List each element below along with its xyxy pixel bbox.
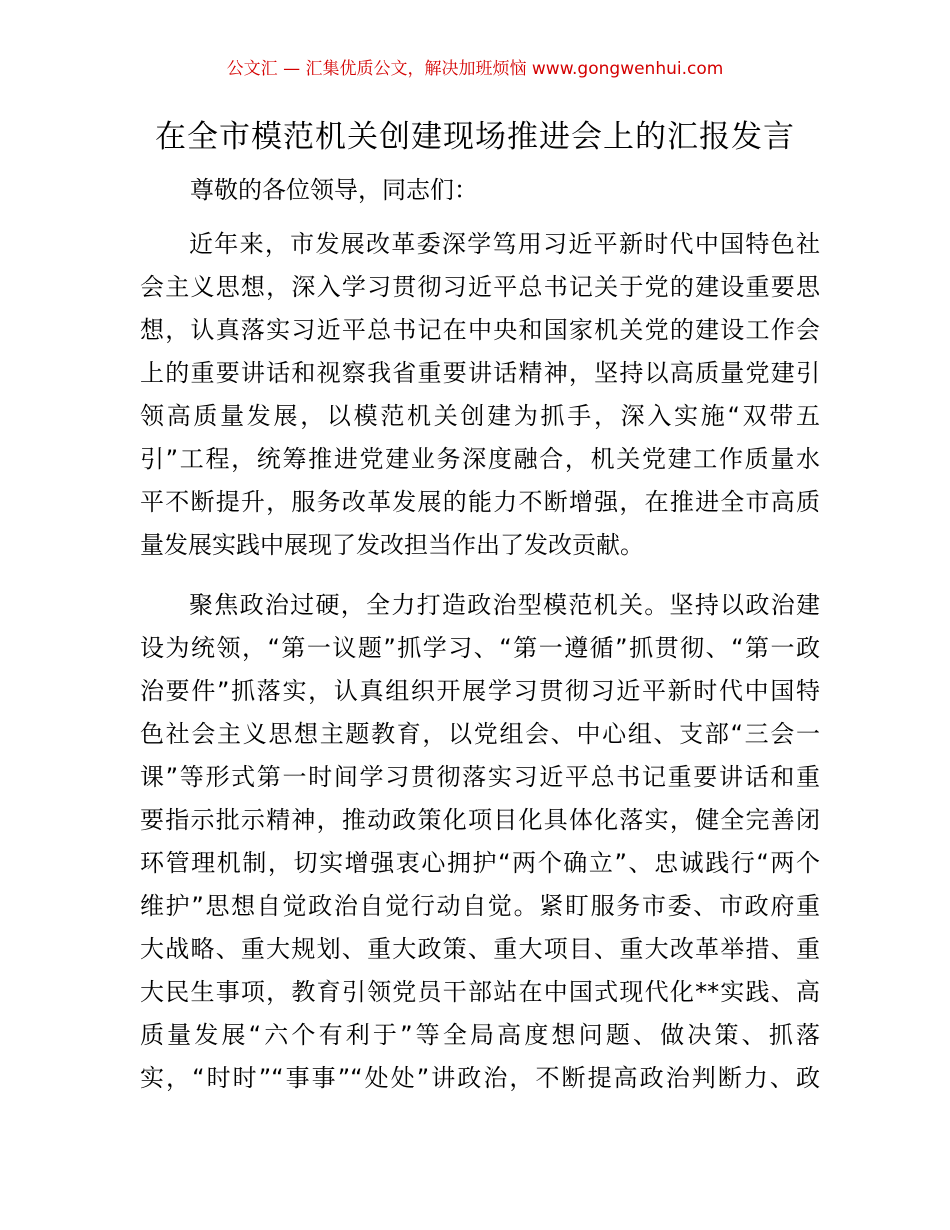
paragraph-line: 维护”思想自觉政治自觉行动自觉。紧盯服务市委、市政府重 — [140, 892, 820, 920]
paragraph-line: 治要件”抓落实，认真组织开展学习贯彻习近平新时代中国特 — [140, 677, 820, 705]
document-title: 在全市模范机关创建现场推进会上的汇报发言 — [155, 119, 795, 155]
paragraph-line: 量发展实践中展现了发改担当作出了发改贡献。 — [140, 531, 644, 559]
paragraph-line: 课”等形式第一时间学习贯彻落实习近平总书记重要讲话和重 — [140, 763, 820, 791]
site-banner[interactable]: 公文汇 — 汇集优质公文，解决加班烦恼 www.gongwenhui.com — [226, 59, 724, 79]
paragraph-line: 聚焦政治过硬，全力打造政治型模范机关。坚持以政治建 — [189, 591, 820, 619]
paragraph-line: 色社会主义思想主题教育，以党组会、中心组、支部“三会一 — [140, 720, 820, 748]
paragraph-political — [140, 584, 820, 1100]
paragraph-line: 引”工程，统筹推进党建业务深度融合，机关党建工作质量水 — [140, 445, 820, 473]
paragraph-line: 大战略、重大规划、重大政策、重大项目、重大改革举措、重 — [140, 935, 820, 963]
paragraph-line: 设为统领，“第一议题”抓学习、“第一遵循”抓贯彻、“第一政 — [140, 634, 820, 662]
paragraph-line: 想，认真落实习近平总书记在中央和国家机关党的建设工作会 — [140, 316, 820, 344]
paragraph-line: 平不断提升，服务改革发展的能力不断增强，在推进全市高质 — [140, 488, 820, 516]
paragraph-line: 上的重要讲话和视察我省重要讲话精神，坚持以高质量党建引 — [140, 359, 820, 387]
paragraph-intro — [140, 223, 820, 567]
paragraph-line: 实，“时时”“事事”“处处”讲政治，不断提高政治判断力、政 — [140, 1064, 820, 1092]
paragraph-line: 领高质量发展，以模范机关创建为抓手，深入实施“双带五 — [140, 402, 820, 430]
greeting: 尊敬的各位领导，同志们： — [190, 176, 478, 204]
paragraph-line: 大民生事项，教育引领党员干部站在中国式现代化**实践、高 — [140, 978, 820, 1006]
paragraph-line: 会主义思想，深入学习贯彻习近平总书记关于党的建设重要思 — [140, 273, 820, 301]
paragraph-line: 环管理机制，切实增强衷心拥护“两个确立”、忠诚践行“两个 — [140, 849, 820, 877]
paragraph-line: 要指示批示精神，推动政策化项目化具体化落实，健全完善闭 — [140, 806, 820, 834]
paragraph-line: 近年来，市发展改革委深学笃用习近平新时代中国特色社 — [189, 230, 820, 258]
paragraph-line: 质量发展“六个有利于”等全局高度想问题、做决策、抓落 — [140, 1021, 820, 1049]
